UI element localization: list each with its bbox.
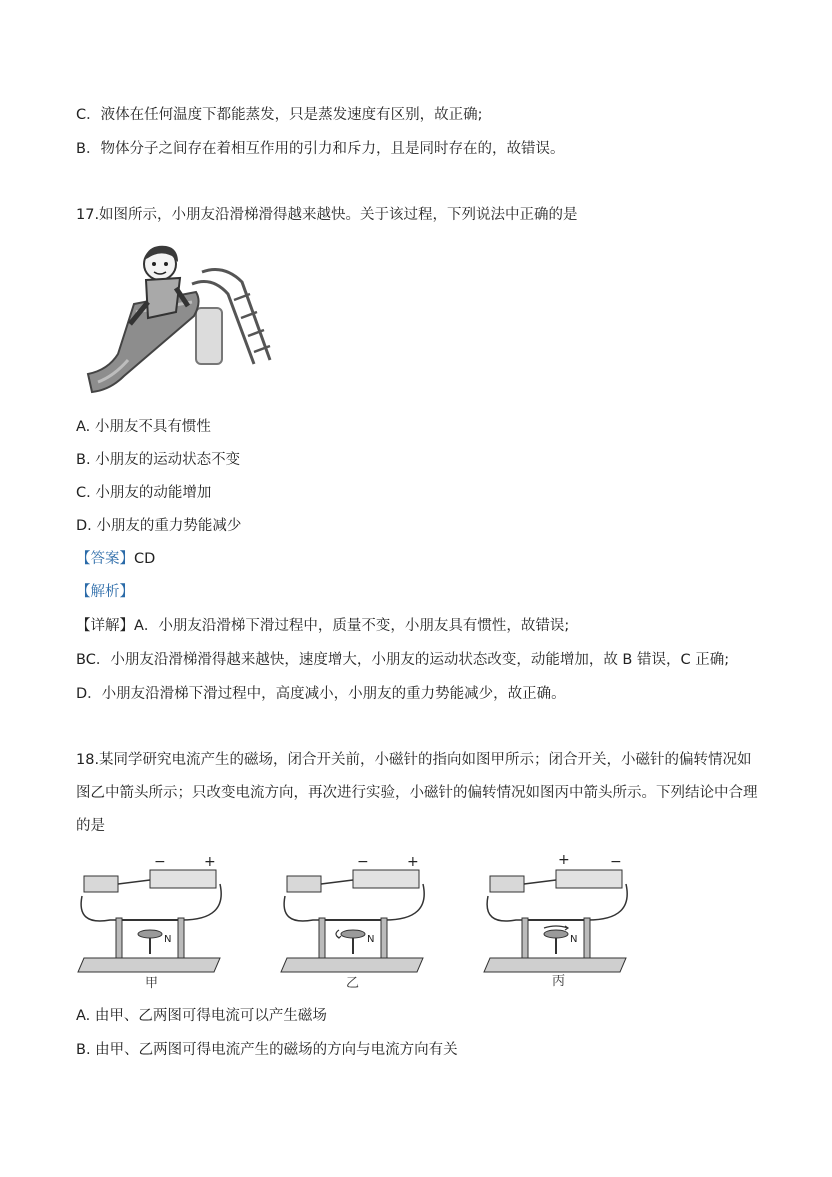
q17-answer-line — [76, 549, 155, 569]
figure-caption-yi: 乙 — [346, 976, 360, 991]
battery-left-sign: + — [558, 852, 570, 868]
circuit-figure-bing — [476, 850, 636, 990]
q17-option-b: B. 小朋友的运动状态不变 — [76, 452, 241, 468]
q18-stem-line-1: 18.某同学研究电流产生的磁场，闭合开关前，小磁针的指向如图甲所示；闭合开关，小磁针的偏转情况如 — [76, 752, 752, 768]
answer-value: CD — [134, 551, 156, 567]
battery-right-sign: + — [407, 854, 419, 870]
q17-detail-d: D．小朋友沿滑梯下滑过程中，高度减小，小朋友的重力势能减少，故正确。 — [76, 686, 566, 702]
slide-figure — [84, 242, 274, 398]
analysis-tag: 【解析】 — [76, 584, 134, 600]
q18-option-a: A. 由甲、乙两图可得电流可以产生磁场 — [76, 1008, 327, 1024]
battery-right-sign: + — [204, 854, 216, 870]
battery-right-sign: − — [610, 854, 622, 870]
figure-caption-bing: 丙 — [552, 974, 566, 989]
q17-option-d: D. 小朋友的重力势能减少 — [76, 518, 242, 534]
q17-option-c: C. 小朋友的动能增加 — [76, 485, 212, 501]
battery-left-sign: − — [154, 854, 166, 870]
q17-detail-a: 【详解】A．小朋友沿滑梯下滑过程中，质量不变，小朋友具有惯性，故错误; — [76, 618, 570, 634]
answer-tag: 【答案】 — [76, 551, 134, 567]
q17-option-a: A. 小朋友不具有惯性 — [76, 419, 211, 435]
prev-option-c: C．液体在任何温度下都能蒸发，只是蒸发速度有区别，故正确; — [76, 107, 483, 123]
needle-north-label: N — [570, 934, 578, 945]
q17-detail-bc: BC．小朋友沿滑梯滑得越来越快，速度增大，小朋友的运动状态改变，动能增加，故 B 错误，C 正确; — [76, 652, 730, 668]
needle-north-label: N — [367, 934, 375, 945]
circuit-figure-yi — [273, 850, 433, 990]
prev-option-b: B．物体分子之间存在着相互作用的引力和斥力，且是同时存在的，故错误。 — [76, 141, 565, 157]
battery-left-sign: − — [357, 854, 369, 870]
figure-caption-jia: 甲 — [145, 976, 159, 991]
needle-north-label: N — [164, 934, 172, 945]
circuit-figure-jia — [70, 850, 230, 990]
q18-option-b: B. 由甲、乙两图可得电流产生的磁场的方向与电流方向有关 — [76, 1042, 458, 1058]
q17-stem: 17.如图所示，小朋友沿滑梯滑得越来越快。关于该过程，下列说法中正确的是 — [76, 207, 578, 223]
q18-stem-line-3: 的是 — [76, 818, 105, 834]
q18-stem-line-2: 图乙中箭头所示；只改变电流方向，再次进行实验，小磁针的偏转情况如图丙中箭头所示。下列结论中合理 — [76, 785, 758, 801]
